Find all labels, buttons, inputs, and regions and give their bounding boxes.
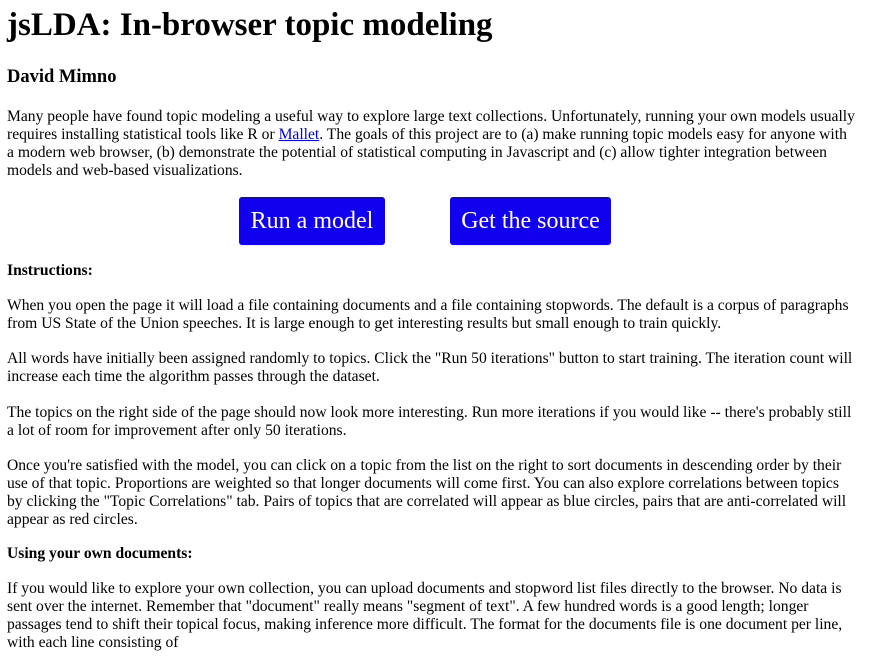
own-documents-paragraph: If you would like to explore your own collection, you can upload documents and stopword list files directly to the browser. No data is sent over the internet. Remember that "document" really means "segment of text". A few hundred words is a good length; longer passages tend to shift their topical focus, making inference more difficult. The format for the documents file is one document per line, with each line consisting of (7, 580, 843, 651)
get-source-button[interactable]: Get the source (450, 197, 611, 245)
author-name: David Mimno (7, 67, 117, 87)
instructions-heading: Instructions: (7, 262, 93, 279)
page-title: jsLDA: In-browser topic modeling (7, 7, 493, 43)
intro-text-after-link: . The goals of this project are to (a) make running topic models easy for anyone with a modern web browser, (b) demonstrate the potential of statistical computing in Javascript and (c) allow tighter integration between models and web-based visualizations. (7, 126, 847, 179)
intro-text-before-link: Many people have found topic modeling a useful way to explore large text collections. Unfortunately, running your own models usually requires installing statistical tools like R or (7, 108, 855, 143)
own-documents-heading: Using your own documents: (7, 545, 193, 562)
instructions-paragraph-3: The topics on the right side of the page should now look more interesting. Run more iterations if you would like -- there's probably still a lot of room for improvement after only 50 iterations. (7, 404, 852, 439)
run-model-button[interactable]: Run a model (239, 197, 385, 245)
mallet-link[interactable]: Mallet (278, 126, 320, 143)
intro-paragraph (7, 108, 857, 180)
instructions-paragraph-2: All words have initially been assigned randomly to topics. Click the "Run 50 iterations" button to start training. The iteration count will increase each time the algorithm passes through the dataset. (7, 350, 853, 385)
instructions-paragraph-1: When you open the page it will load a file containing documents and a file containing stopwords. The default is a corpus of paragraphs from US State of the Union speeches. It is large enough to get interesting results but small enough to train quickly. (7, 297, 849, 332)
instructions-paragraph-4: Once you're satisfied with the model, you can click on a topic from the list on the right to sort documents in descending order by their use of that topic. Proportions are weighted so that longer documents will come first. You can also explore correlations between topics by clicking the "Topic Correlations" tab. Pairs of topics that are correlated will appear as blue circles, pairs that are anti-correlated will appear as red circles. (7, 457, 847, 528)
